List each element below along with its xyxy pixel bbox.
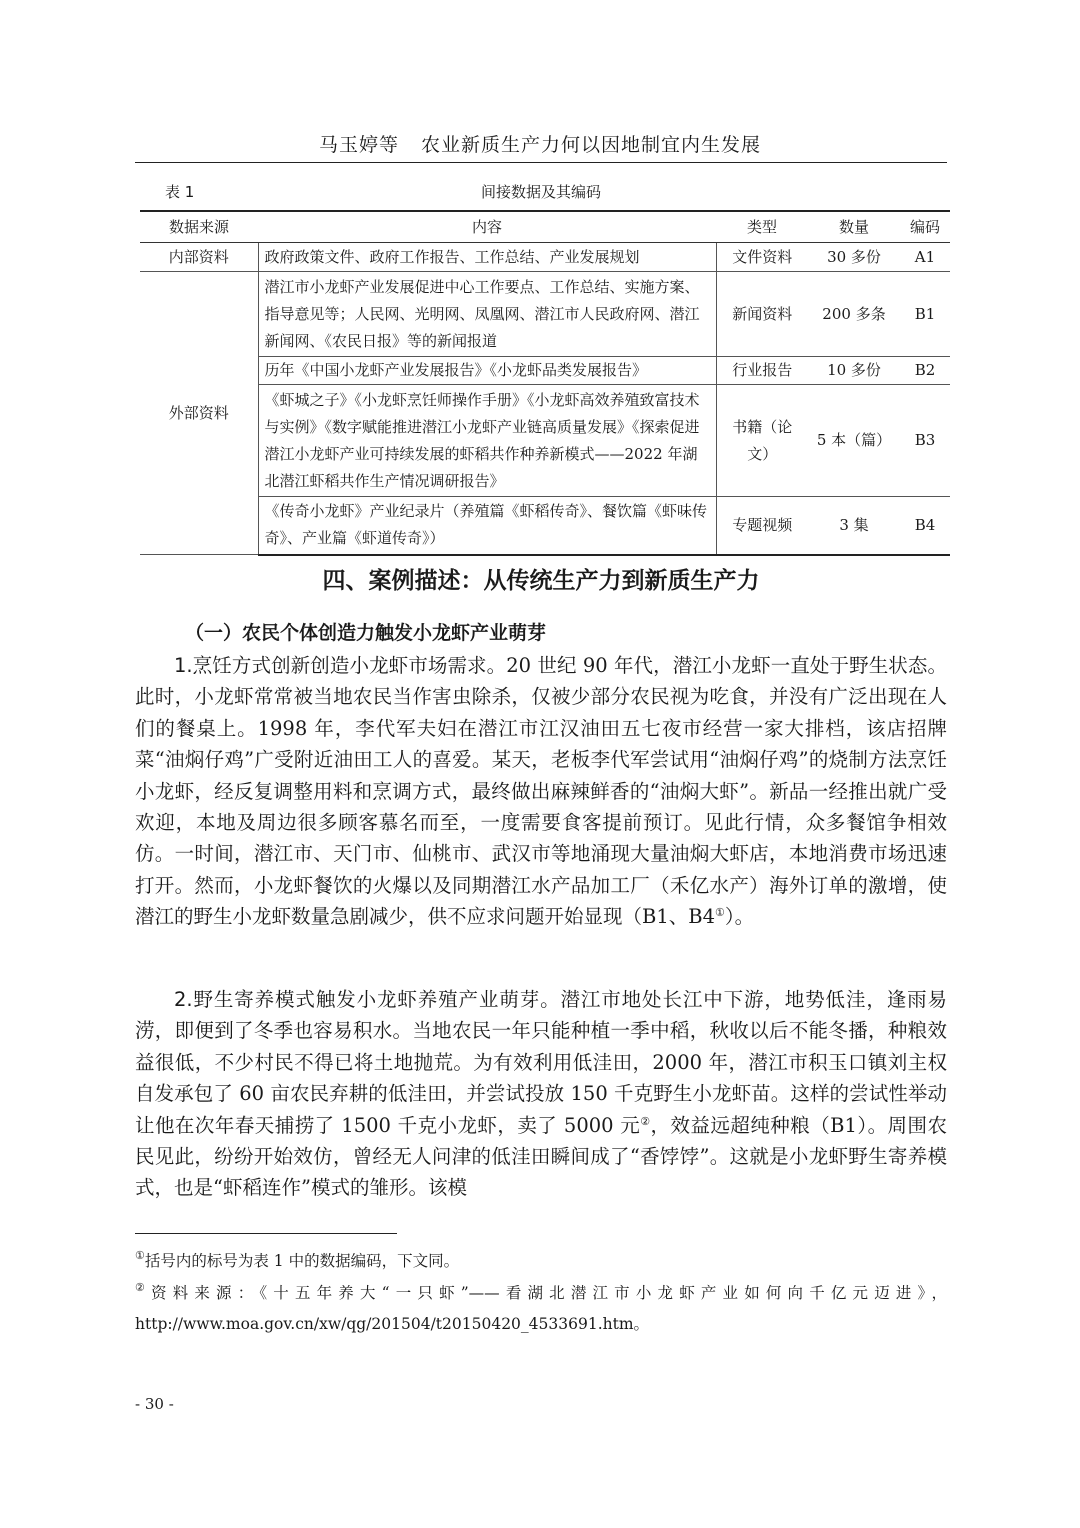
body-paragraph-2 bbox=[135, 984, 947, 1204]
table-row bbox=[140, 497, 950, 555]
paragraph-text-end: ，效益远超纯种粮（B1）。周围农民见此，纷纷开始效仿，曾经无人问津的低洼田瞬间成了“香饽饽”。这就是小龙虾野生寄养模式，也是“虾稻连作”模式的雏形。该模 bbox=[135, 1113, 947, 1200]
body-paragraph-1 bbox=[135, 650, 947, 933]
footnote-mark: ② bbox=[135, 1281, 152, 1294]
table-cell-code: B1 bbox=[900, 272, 950, 357]
table-cell-code: B3 bbox=[900, 385, 950, 497]
table-cell-type: 专题视频 bbox=[716, 497, 808, 555]
table-header-row bbox=[140, 211, 950, 243]
table-row bbox=[140, 272, 950, 357]
footnote-marker: ① bbox=[714, 906, 725, 920]
table-cell-count: 5 本（篇） bbox=[808, 385, 900, 497]
data-table bbox=[140, 210, 950, 556]
table-cell-source: 内部资料 bbox=[140, 243, 258, 272]
footnote-mark: ① bbox=[135, 1249, 145, 1262]
table-cell-count: 200 多条 bbox=[808, 272, 900, 357]
header-authors: 马玉婷等 bbox=[318, 134, 399, 156]
table-row bbox=[140, 243, 950, 272]
table-cell-count: 30 多份 bbox=[808, 243, 900, 272]
column-header: 内容 bbox=[258, 211, 716, 243]
paragraph-heading: 1.烹饪方式创新创造小龙虾市场需求。 bbox=[174, 654, 507, 677]
footnote-text: 括号内的标号为表 1 中的数据编码，下文同。 bbox=[144, 1252, 460, 1270]
table-label: 表 1 bbox=[165, 183, 195, 201]
paragraph-text: 20 世纪 90 年代，潜江小龙虾一直处于野生状态。此时，小龙虾常常被当地农民当作害虫除杀，仅被少部分农民视为吃食，并没有广泛出现在人们的餐桌上。1998 年，李代军夫妇在潜江市江汉油田五七夜市经营一家大排档，该店招牌菜“油焖仔鸡”广受附近油田工人的喜爱。某天，老板李代军尝试用“油焖仔鸡”的烧制方法烹饪小龙虾，经反复调整用料和烹调方式，最终做出麻辣鲜香的“油焖大虾”。新品一经推出就广受欢迎，本地及周边很多顾客慕名而至，一度需要食客提前预订。见此行情，众多餐馆争相效仿。一时间，潜江市、天门市、仙桃市、武汉市等地涌现大量油焖大虾店，本地消费市场迅速打开。然而，小龙虾餐饮的火爆以及同期潜江水产品加工厂（禾亿水产）海外订单的激增，使潜江的野生小龙虾数量急剧减少，供不应求问题开始显现（B1、B4 bbox=[135, 654, 947, 929]
column-header: 数据来源 bbox=[140, 211, 258, 243]
footnote-rule bbox=[135, 1233, 397, 1234]
table-row bbox=[140, 385, 950, 497]
table-cell-count: 10 多份 bbox=[808, 357, 900, 385]
table-cell-content: 历年《中国小龙虾产业发展报告》《小龙虾品类发展报告》 bbox=[258, 357, 716, 385]
table-title: 间接数据及其编码 bbox=[480, 183, 601, 201]
column-header: 数量 bbox=[808, 211, 900, 243]
paragraph-text: 潜江市地处长江中下游，地势低洼，逢雨易涝，即便到了冬季也容易积水。当地农民一年只能种植一季中稻，秋收以后不能冬播，种粮效益很低，不少村民不得已将土地抛荒。为有效利用低洼田，2000 年，潜江市积玉口镇刘主权自发承包了 60 亩农民弃耕的低洼田，并尝试投放 150 千克野生小龙虾苗。这样的尝试性举动让他在次年春天捕捞了 1500 千克小龙虾，卖了 5000 元 bbox=[135, 988, 947, 1137]
table-cell-type: 行业报告 bbox=[716, 357, 808, 385]
table-cell-code: A1 bbox=[900, 243, 950, 272]
footnote-text: 资料来源：《十五年养大“一只虾”——看湖北潜江市小龙虾产业如何向千亿元迈进》，http://www.moa.gov.cn/xw/qg/201504/t20150420_4533691.htm。 bbox=[135, 1284, 947, 1333]
table-cell-type: 文件资料 bbox=[716, 243, 808, 272]
table-cell-content: 政府政策文件、政府工作报告、工作总结、产业发展规划 bbox=[258, 243, 716, 272]
header-title: 农业新质生产力何以因地制宜内生发展 bbox=[421, 134, 762, 156]
footnote-marker: ② bbox=[640, 1114, 651, 1128]
table-cell-content: 《传奇小龙虾》产业纪录片（养殖篇《虾稻传奇》、餐饮篇《虾味传奇》、产业篇《虾道传奇》） bbox=[258, 497, 716, 555]
footnote-2 bbox=[135, 1278, 947, 1340]
column-header: 编码 bbox=[900, 211, 950, 243]
table-row bbox=[140, 357, 950, 385]
table-cell-source: 外部资料 bbox=[140, 272, 258, 555]
paragraph-heading: 2.野生寄养模式触发小龙虾养殖产业萌芽。 bbox=[174, 988, 561, 1011]
table-cell-content: 潜江市小龙虾产业发展促进中心工作要点、工作总结、实施方案、指导意见等；人民网、光明网、凤凰网、潜江市人民政府网、潜江新闻网、《农民日报》等的新闻报道 bbox=[258, 272, 716, 357]
footnote-1 bbox=[135, 1246, 947, 1277]
table-cell-count: 3 集 bbox=[808, 497, 900, 555]
table-cell-code: B2 bbox=[900, 357, 950, 385]
table-cell-content: 《虾城之子》《小龙虾烹饪师操作手册》《小龙虾高效养殖致富技术与实例》《数字赋能推进潜江小龙虾产业链高质量发展》《探索促进潜江小龙虾产业可持续发展的虾稻共作种养新模式——2022 年湖北潜江虾稻共作生产情况调研报告》 bbox=[258, 385, 716, 497]
column-header: 类型 bbox=[716, 211, 808, 243]
subsection-title: （一）农民个体创造力触发小龙虾产业萌芽 bbox=[185, 622, 547, 644]
paragraph-text-end: ）。 bbox=[724, 905, 755, 929]
table-cell-code: B4 bbox=[900, 497, 950, 555]
page-number: - 30 - bbox=[135, 1395, 174, 1413]
table-cell-type: 书籍（论文） bbox=[716, 385, 808, 497]
section-title: 四、案例描述：从传统生产力到新质生产力 bbox=[322, 568, 760, 594]
header-rule bbox=[135, 162, 947, 163]
table-cell-type: 新闻资料 bbox=[716, 272, 808, 357]
running-header bbox=[135, 133, 945, 157]
